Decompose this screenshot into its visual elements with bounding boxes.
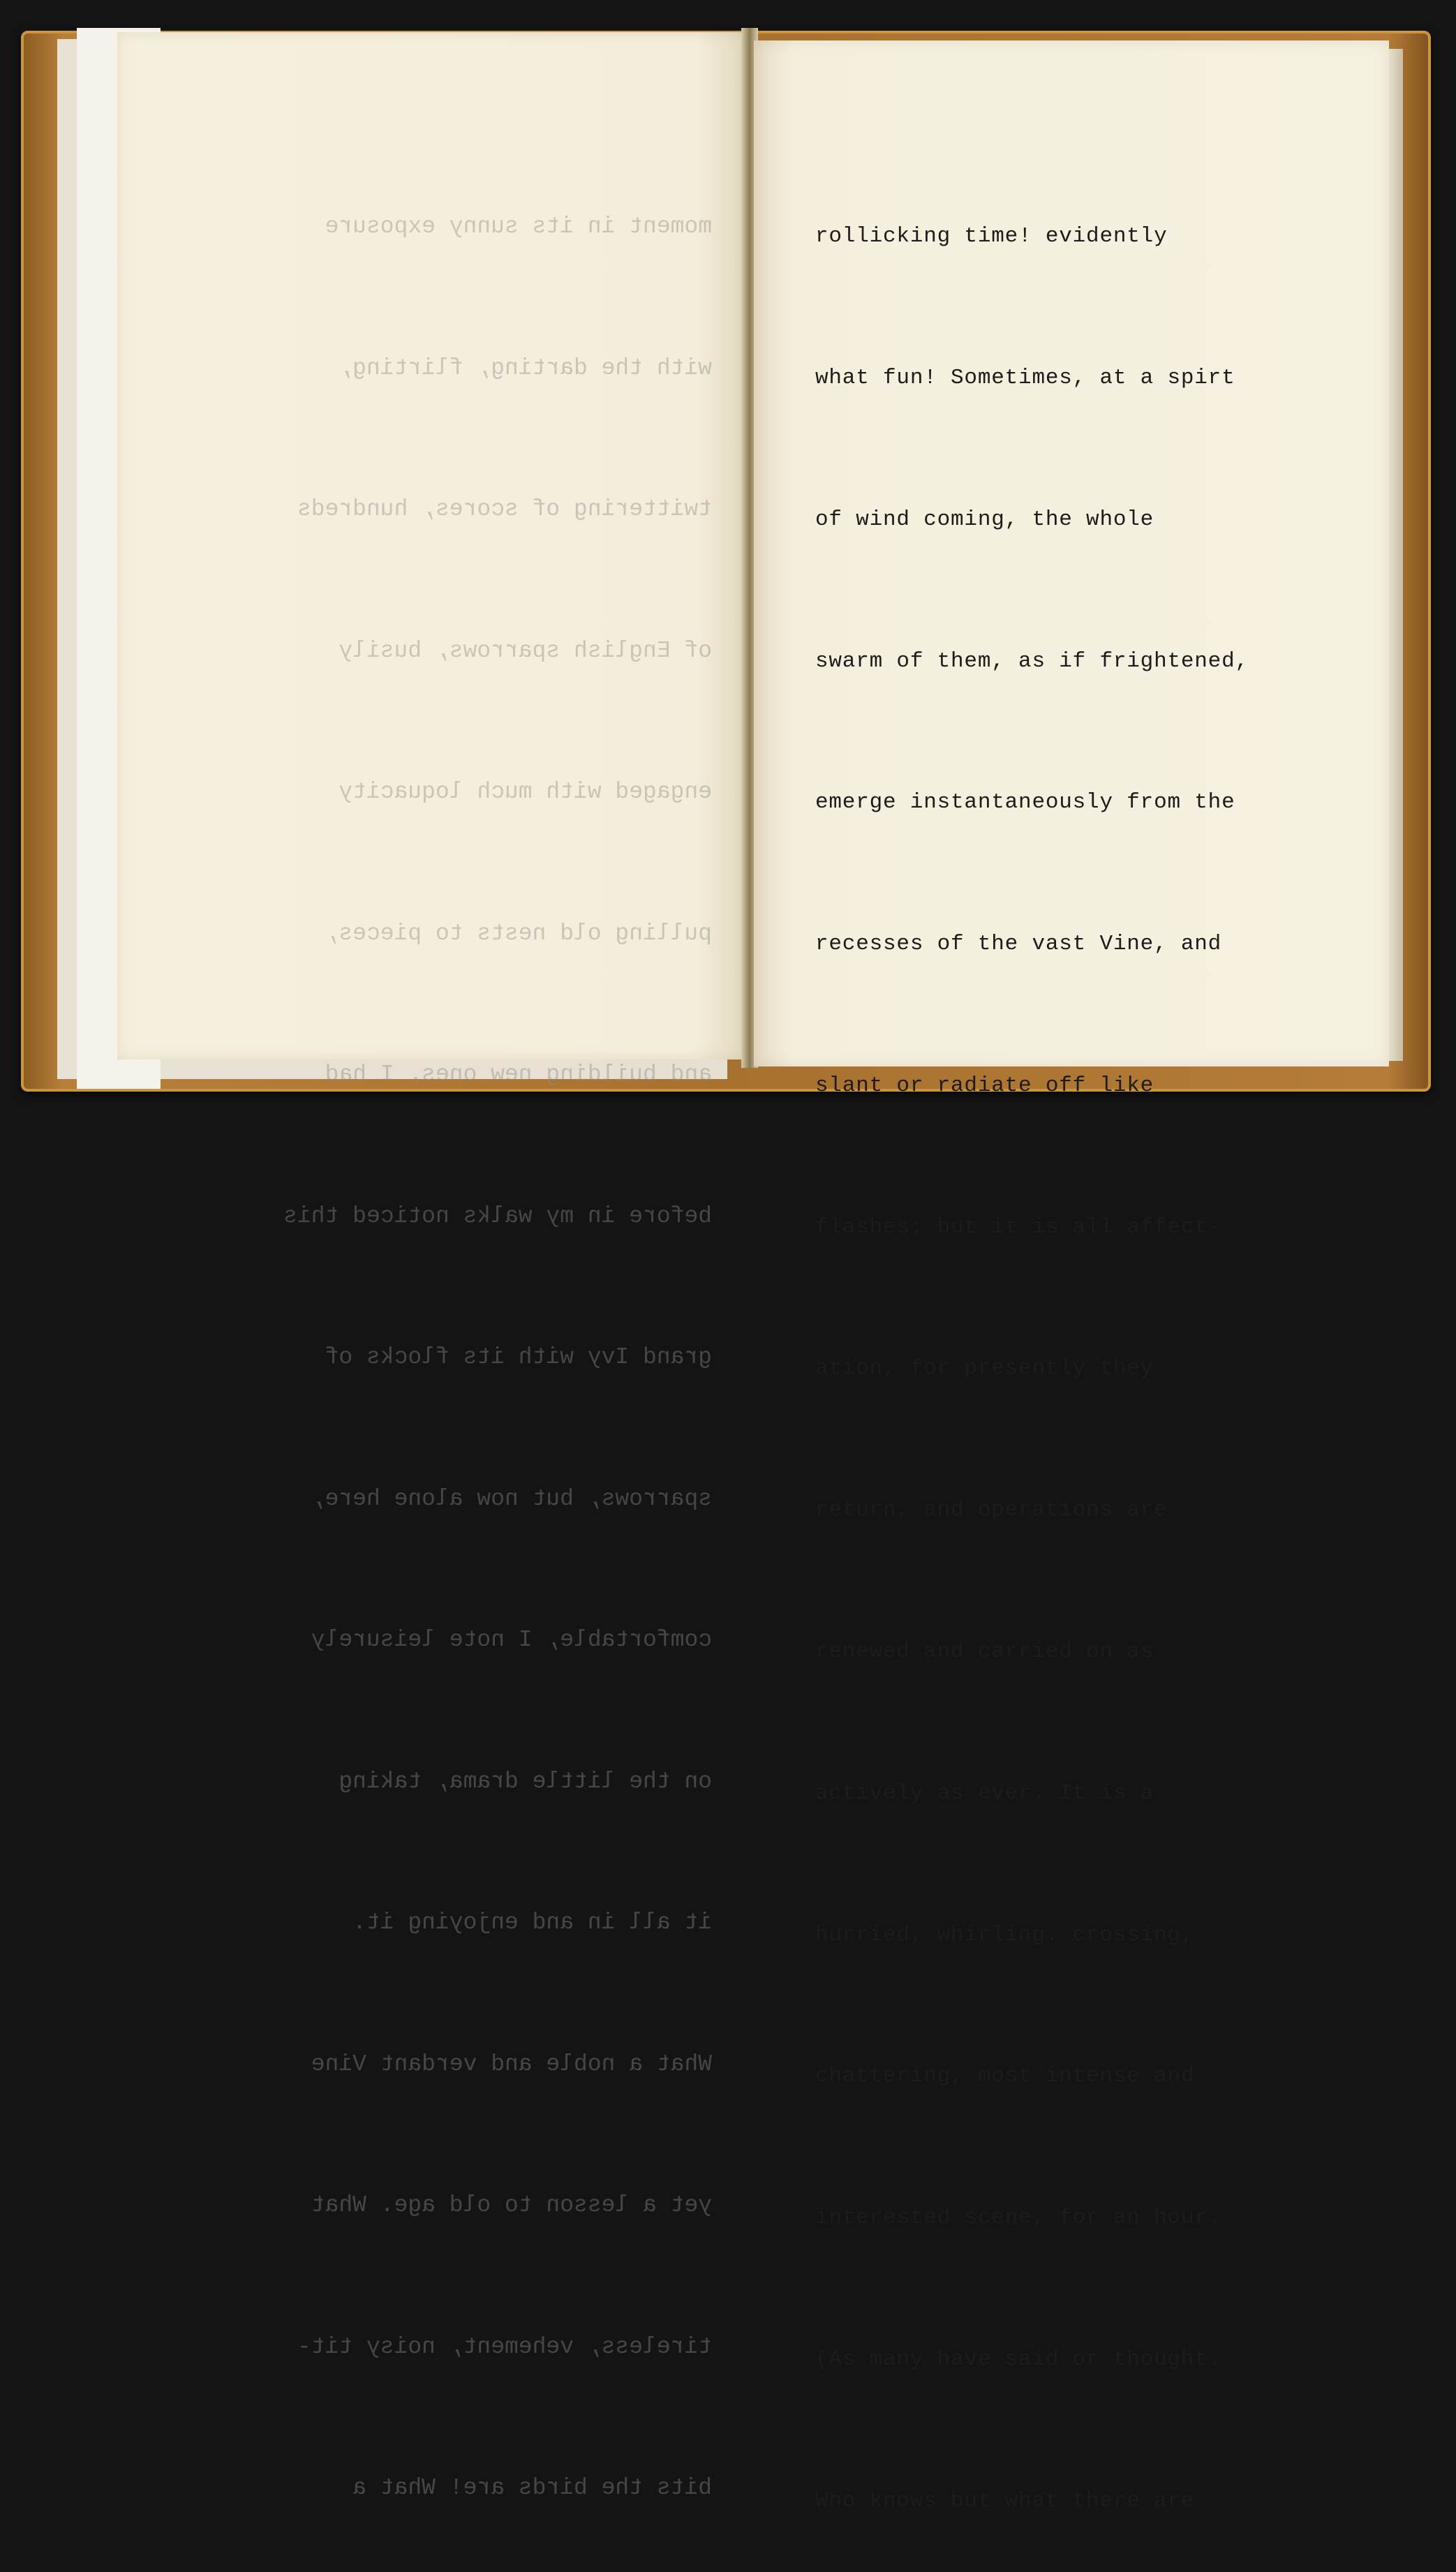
text-line: hurried, whirling. crossing,	[815, 1922, 1195, 1947]
text-line: rollicking time! evidently	[815, 224, 1168, 249]
text-line: emerge instantaneously from the	[815, 790, 1235, 815]
text-line: what fun! Sometimes, at a spirt	[815, 365, 1235, 390]
showthrough-line: moment in its sunny exposure	[325, 214, 712, 239]
text-line: return, and operations are	[815, 1498, 1168, 1523]
text-line: swarm of them, as if frightened,	[815, 648, 1249, 674]
showthrough-line: tireless, vehement, noisy tit-	[297, 2333, 712, 2360]
text-line: renewed and carried on as	[815, 1640, 1154, 1664]
showthrough-line: engaged with much loquacity	[339, 779, 712, 805]
showthrough-line: it all in and enjoying it.	[352, 1910, 712, 1935]
text-line: interested scene, for an hour.	[815, 2206, 1222, 2231]
text-line: Who knows but what there are	[815, 2488, 1195, 2513]
showthrough-line: comfortable, I note leisurely	[311, 1627, 712, 1653]
showthrough-line: on the little drama, taking	[339, 1768, 712, 1794]
showthrough-line: of English sparrows, busily	[339, 637, 712, 664]
text-line: flashes; but it is all affect-	[815, 1214, 1222, 1240]
showthrough-line: twittering of scores, hundreds	[297, 496, 712, 522]
text-line: (As many have said or thought.	[815, 2347, 1222, 2372]
text-line: actively as ever. It is a	[815, 1781, 1154, 1806]
text-line: ation, for presently they	[815, 1356, 1154, 1381]
showthrough-line: pulling old nests to pieces,	[325, 920, 712, 946]
text-line: of wind coming, the whole	[815, 507, 1154, 532]
showthrough-line: grand Ivy with its flocks of	[325, 1344, 712, 1370]
showthrough-line: and building new ones, I had	[325, 1062, 712, 1087]
showthrough-line: sparrows, but now alone here,	[311, 1485, 712, 1512]
right-page-typescript	[815, 119, 1249, 2572]
showthrough-line: with the darting, flirting,	[339, 355, 712, 381]
showthrough-line: before in my walks noticed this	[283, 1203, 712, 1229]
text-line: chattering, most intense and	[815, 2064, 1195, 2089]
showthrough-line: yet a lesson to old age. What	[311, 2192, 712, 2218]
page-edges	[1389, 49, 1403, 1061]
left-page-showthrough-text	[251, 109, 712, 2559]
text-line: slant or radiate off like	[815, 1073, 1154, 1098]
text-line: recesses of the vast Vine, and	[815, 932, 1222, 957]
showthrough-line: bits the birds are! What a	[352, 2475, 712, 2501]
showthrough-line: What a noble and verdant Vine	[311, 2051, 712, 2077]
